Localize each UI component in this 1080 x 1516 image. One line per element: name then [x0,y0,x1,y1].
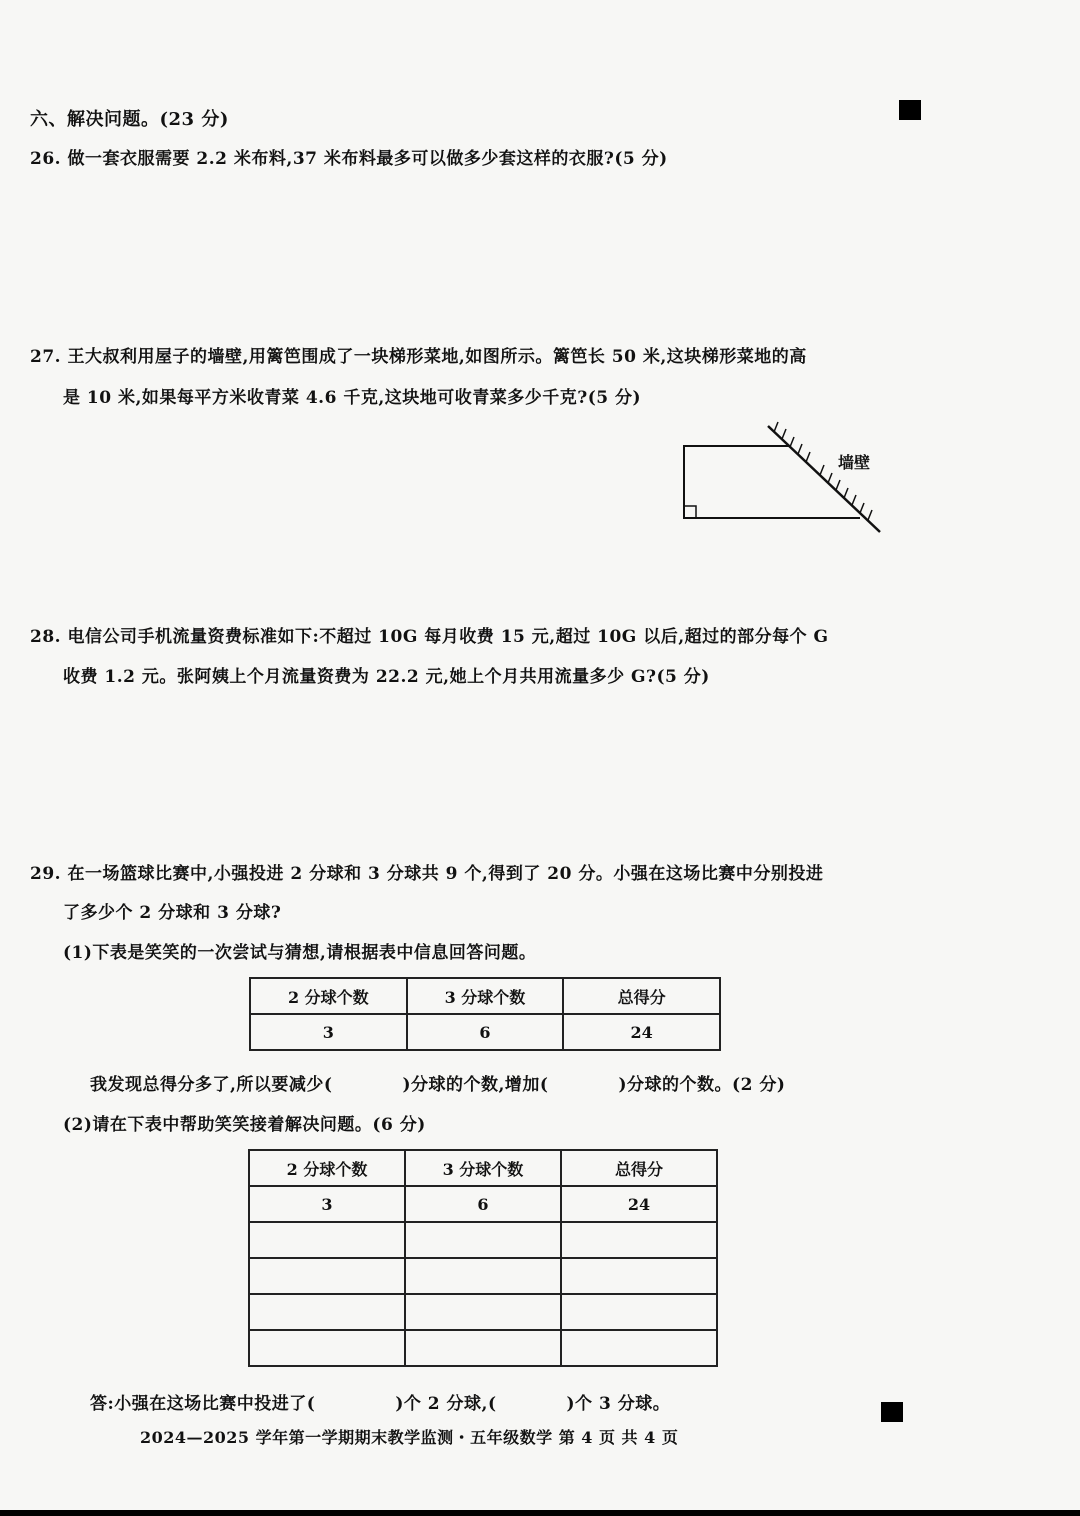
header-three-point: 3 分球个数 [405,1150,561,1186]
cell-two-point: 3 [250,1014,407,1050]
final-answer-line [90,1389,670,1414]
trapezoid-figure [670,420,890,540]
table-row-empty [249,1258,717,1294]
empty-cell[interactable] [561,1294,717,1330]
bottom-border [0,1510,1080,1516]
question-27-line2: 是 10 米,如果每平方米收青菜 4.6 千克,这块地可收青菜多少千克?(5 分) [63,388,642,408]
question-29-line1: 29. 在一场篮球比赛中,小强投进 2 分球和 3 分球共 9 个,得到了 20 分。小强在这场比赛中分别投进 [30,864,824,884]
table-row-empty [249,1330,717,1366]
header-total-score: 总得分 [563,978,720,1014]
header-two-point: 2 分球个数 [249,1150,405,1186]
cell-two-point: 3 [249,1186,405,1222]
cell-total-score: 24 [561,1186,717,1222]
section-title: 六、解决问题。(23 分) [30,109,229,130]
table-header-row [249,1150,717,1186]
cell-total-score: 24 [563,1014,720,1050]
final-answer-suffix: )个 3 分球。 [566,1394,671,1414]
table-row-empty [249,1294,717,1330]
empty-cell[interactable] [405,1222,561,1258]
empty-cell[interactable] [405,1258,561,1294]
part1-answer-middle: )分球的个数,增加( [402,1075,549,1095]
final-answer-middle: )个 2 分球,( [395,1394,497,1414]
final-answer-prefix: 答:小强在这场比赛中投进了( [90,1394,316,1414]
empty-cell[interactable] [561,1222,717,1258]
empty-cell[interactable] [249,1258,405,1294]
registration-mark-bottom [881,1402,903,1422]
empty-cell[interactable] [249,1294,405,1330]
header-two-point: 2 分球个数 [250,978,407,1014]
part1-answer-line [90,1070,785,1095]
trial-table [249,977,721,1051]
cell-three-point: 6 [405,1186,561,1222]
question-28-line1: 28. 电信公司手机流量资费标准如下:不超过 10G 每月收费 15 元,超过 10G 以后,超过的部分每个 G [30,627,829,647]
fence-outline [684,446,860,518]
empty-cell[interactable] [249,1330,405,1366]
table-row [249,1186,717,1222]
wall-line [768,426,880,532]
question-28-line2: 收费 1.2 元。张阿姨上个月流量资费为 22.2 元,她上个月共用流量多少 G?(5 分) [63,667,710,687]
table-row [250,1014,720,1050]
wall-label: 墙壁 [838,453,871,472]
cell-three-point: 6 [407,1014,564,1050]
question-29-part2-title: (2)请在下表中帮助笑笑接着解决问题。(6 分) [63,1115,426,1135]
header-three-point: 3 分球个数 [407,978,564,1014]
empty-cell[interactable] [561,1258,717,1294]
header-total-score: 总得分 [561,1150,717,1186]
empty-cell[interactable] [405,1330,561,1366]
page-footer: 2024—2025 学年第一学期期末教学监测・五年级数学 第 4 页 共 4 页 [140,1428,679,1447]
question-27-line1: 27. 王大叔利用屋子的墙壁,用篱笆围成了一块梯形菜地,如图所示。篱笆长 50 米,这块梯形菜地的高 [30,347,807,367]
table-row-empty [249,1222,717,1258]
right-angle-mark [684,506,696,518]
empty-cell[interactable] [405,1294,561,1330]
registration-mark-top [899,100,921,120]
question-29-part1-title: (1)下表是笑笑的一次尝试与猜想,请根据表中信息回答问题。 [63,943,537,963]
part1-answer-prefix: 我发现总得分多了,所以要减少( [90,1075,333,1095]
question-26: 26. 做一套衣服需要 2.2 米布料,37 米布料最多可以做多少套这样的衣服?(5 分) [30,149,668,169]
empty-cell[interactable] [249,1222,405,1258]
empty-cell[interactable] [561,1330,717,1366]
table-header-row [250,978,720,1014]
part1-answer-suffix: )分球的个数。(2 分) [618,1075,786,1095]
work-table [248,1149,718,1367]
question-29-line2: 了多少个 2 分球和 3 分球? [63,903,282,923]
